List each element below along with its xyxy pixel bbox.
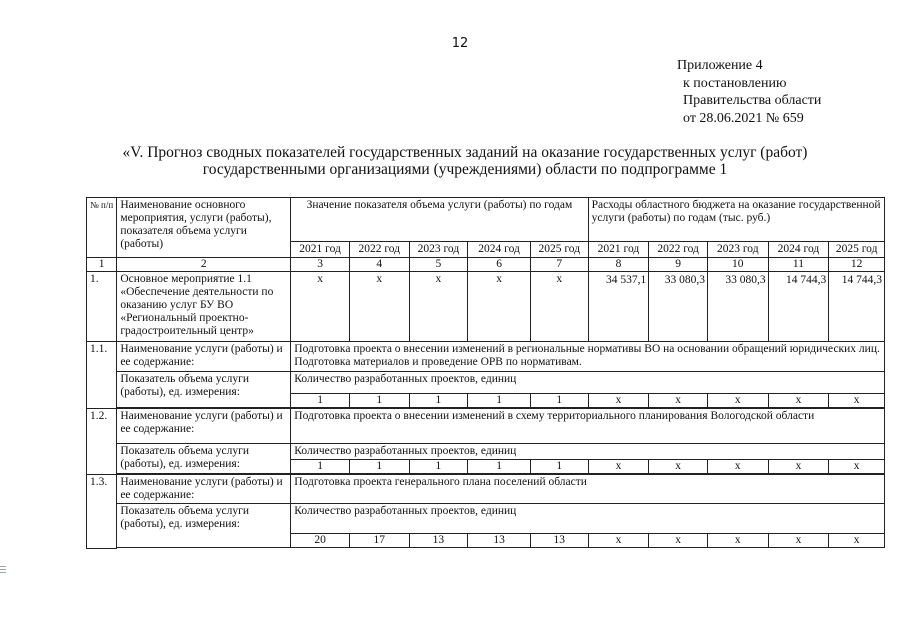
service-row <box>87 475 885 504</box>
expense-cell: 14 744,3 <box>768 272 829 342</box>
row-name: Основное мероприятие 1.1 «Обеспечение деятельности по оказанию услуг БУ ВО «Региональный проектно-градостроительный центр» <box>117 272 291 342</box>
column-number: 10 <box>707 258 768 272</box>
column-number: 12 <box>829 258 885 272</box>
appendix-line: Правительства области <box>683 93 822 108</box>
title-line: государственными организациями (учреждениями) области по подпрограмме 1 <box>202 161 728 178</box>
header-num: № п/п <box>87 198 117 258</box>
indicator-row <box>87 444 885 460</box>
expense-cell: х <box>649 460 708 474</box>
expense-cell: 34 537,1 <box>588 272 649 342</box>
service-text: Подготовка проекта о внесении изменений в региональные нормативы ВО на основании обращений юридических лиц. Подготовка материалов и проведение ОРВ по нормативам. <box>291 342 885 372</box>
service-row <box>87 409 885 444</box>
value-cell: 20 <box>291 534 350 548</box>
header-name: Наименование основного мероприятия, услуги (работы), показателя объема услуги (работы) <box>117 198 291 258</box>
value-cell: 1 <box>468 460 531 474</box>
service-label: Наименование услуги (работы) и ее содержание: <box>117 475 291 504</box>
year-header: 2023 год <box>409 242 468 258</box>
indicator-text: Количество разработанных проектов, единиц <box>291 372 885 394</box>
year-header: 2022 год <box>349 242 409 258</box>
value-cell: 1 <box>291 460 350 474</box>
value-cell: х <box>530 272 588 342</box>
appendix-line: от 28.06.2021 № 659 <box>683 110 804 126</box>
value-cell: 13 <box>409 534 468 548</box>
column-number: 6 <box>468 258 531 272</box>
year-header: 2025 год <box>530 242 588 258</box>
year-header: 2023 год <box>707 242 768 258</box>
expense-cell: х <box>649 534 708 548</box>
value-cell: х <box>291 272 350 342</box>
service-text: Подготовка проекта генерального плана поселений области <box>291 475 885 504</box>
expense-cell: х <box>707 534 768 548</box>
forecast-table <box>86 197 885 549</box>
expense-cell: х <box>707 460 768 474</box>
expense-cell: х <box>768 394 829 408</box>
appendix-header <box>677 57 821 127</box>
value-cell: 1 <box>409 460 468 474</box>
year-header: 2024 год <box>768 242 829 258</box>
year-header: 2021 год <box>588 242 649 258</box>
title-line: «V. Прогноз сводных показателей государственных заданий на оказание государственных услуг (работ) <box>122 144 808 161</box>
year-header: 2022 год <box>649 242 708 258</box>
column-number: 2 <box>117 258 291 272</box>
value-cell: 1 <box>291 394 350 408</box>
value-cell: х <box>349 272 409 342</box>
service-label: Наименование услуги (работы) и ее содержание: <box>117 409 291 444</box>
indicator-label: Показатель объема услуги (работы), ед. измерения: <box>117 444 291 474</box>
row-number: 1. <box>87 272 117 342</box>
column-number: 11 <box>768 258 829 272</box>
value-cell: 1 <box>409 394 468 408</box>
page-number: 12 <box>451 36 469 51</box>
service-row <box>87 342 885 372</box>
value-cell: 1 <box>468 394 531 408</box>
expense-cell: х <box>829 460 885 474</box>
margin-mark <box>0 566 6 576</box>
year-header: 2021 год <box>291 242 350 258</box>
expense-cell: 33 080,3 <box>707 272 768 342</box>
column-number: 8 <box>588 258 649 272</box>
expense-cell: х <box>588 534 649 548</box>
document-title <box>80 144 850 178</box>
service-label: Наименование услуги (работы) и ее содержание: <box>117 342 291 372</box>
column-number: 5 <box>409 258 468 272</box>
column-number: 1 <box>87 258 117 272</box>
expense-cell: 33 080,3 <box>649 272 708 342</box>
year-header: 2024 год <box>468 242 531 258</box>
value-cell: 13 <box>530 534 588 548</box>
indicator-row <box>87 504 885 534</box>
header-values-group: Значение показателя объема услуги (работы) по годам <box>291 198 588 242</box>
header-expenses-group: Расходы областного бюджета на оказание государственной услуги (работы) по годам (тыс. руб.) <box>588 198 884 242</box>
value-cell: 1 <box>349 460 409 474</box>
value-cell: х <box>468 272 531 342</box>
column-number-row <box>87 258 885 272</box>
year-header: 2025 год <box>829 242 885 258</box>
expense-cell: х <box>768 534 829 548</box>
indicator-label: Показатель объема услуги (работы), ед. измерения: <box>117 504 291 548</box>
expense-cell: х <box>829 534 885 548</box>
service-text: Подготовка проекта о внесении изменений в схему территориального планирования Вологодской области <box>291 409 885 444</box>
section-number: 1.2. <box>87 409 117 475</box>
expense-cell: х <box>829 394 885 408</box>
indicator-text: Количество разработанных проектов, единиц <box>291 504 885 534</box>
table-row <box>87 272 885 342</box>
expense-cell: 14 744,3 <box>829 272 885 342</box>
expense-cell: х <box>588 460 649 474</box>
column-number: 4 <box>349 258 409 272</box>
appendix-line: Приложение 4 <box>677 58 763 73</box>
appendix-line: к постановлению <box>683 75 787 91</box>
expense-cell: х <box>768 460 829 474</box>
expense-cell: х <box>707 394 768 408</box>
section-number: 1.1. <box>87 342 117 409</box>
column-number: 3 <box>291 258 350 272</box>
value-cell: 17 <box>349 534 409 548</box>
column-number: 9 <box>649 258 708 272</box>
value-cell: 1 <box>530 394 588 408</box>
expense-cell: х <box>649 394 708 408</box>
value-cell: 1 <box>530 460 588 474</box>
header-row <box>87 198 885 242</box>
section-number: 1.3. <box>87 475 117 549</box>
indicator-row <box>87 372 885 394</box>
expense-cell: х <box>588 394 649 408</box>
column-number: 7 <box>530 258 588 272</box>
value-cell: 1 <box>349 394 409 408</box>
value-cell: 13 <box>468 534 531 548</box>
value-cell: х <box>409 272 468 342</box>
indicator-text: Количество разработанных проектов, единиц <box>291 444 885 460</box>
indicator-label: Показатель объема услуги (работы), ед. измерения: <box>117 372 291 408</box>
